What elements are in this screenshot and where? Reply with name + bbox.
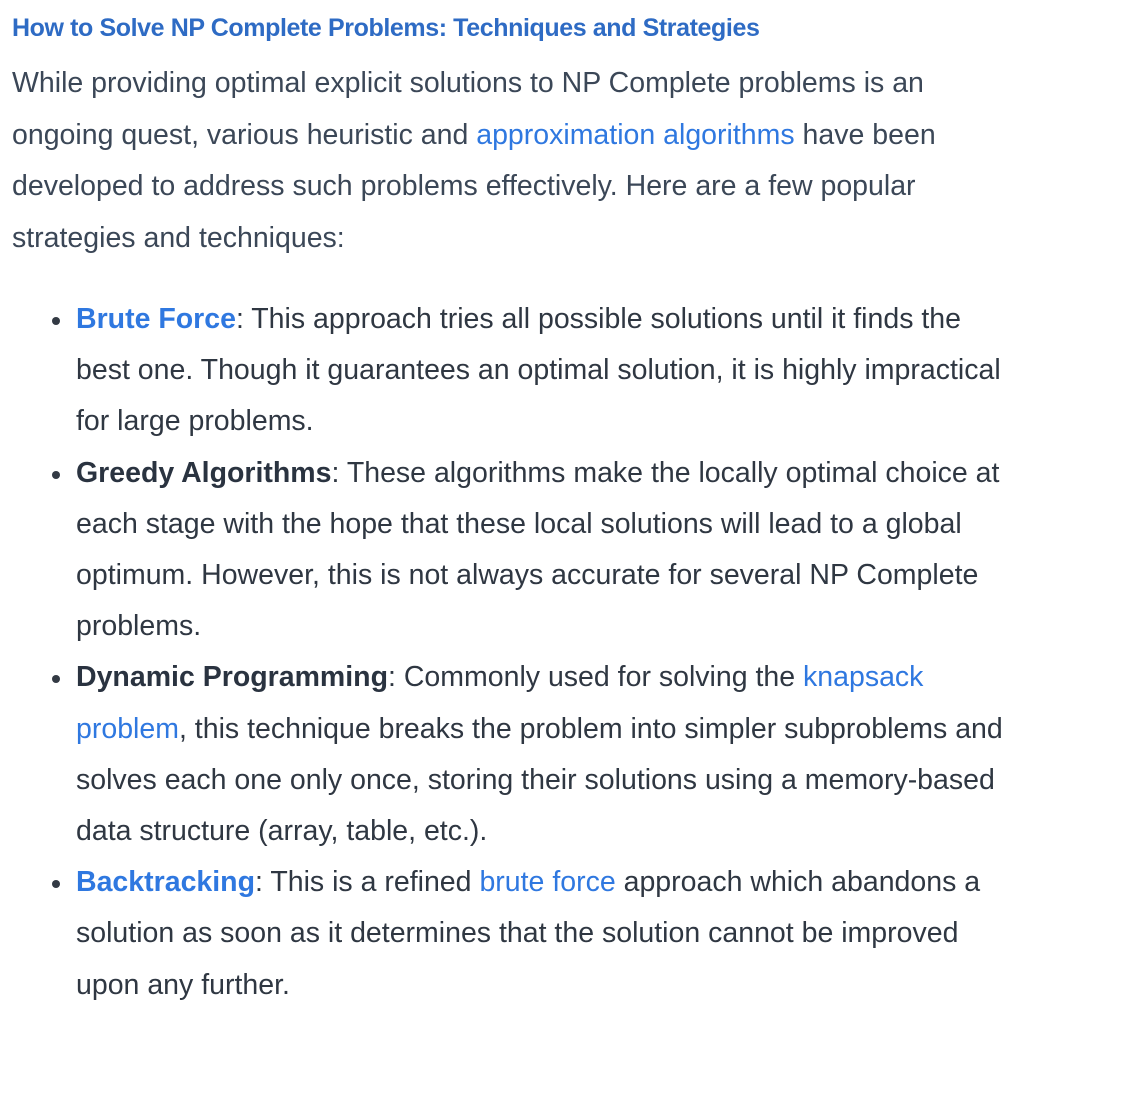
approximation-algorithms-link[interactable]: approximation algorithms <box>476 118 795 151</box>
list-item-dynamic-programming <box>76 652 1006 857</box>
backtracking-link[interactable]: Backtracking <box>76 866 256 899</box>
brute-force-inline-link[interactable]: brute force <box>479 866 616 899</box>
bullet-icon <box>52 880 60 888</box>
greedy-algorithms-term: Greedy Algorithms <box>76 456 332 489</box>
bullet-icon <box>52 317 60 325</box>
bullet-icon <box>52 471 60 479</box>
section-heading: How to Solve NP Complete Problems: Techniques and Strategies <box>12 14 760 42</box>
backtracking-description-end: approach which abandons a solution as soon as it determines that the solution cannot be improved upon any further. <box>76 866 981 1001</box>
intro-text-end: have been developed to address such problems effectively. Here are a few popular strategies and techniques: <box>12 118 936 254</box>
dynamic-programming-description-start: : Commonly used for solving the <box>388 661 804 694</box>
intro-text-start: While providing optimal explicit solutions to NP Complete problems is an ongoing quest, various heuristic and <box>12 67 924 151</box>
list-item-backtracking <box>76 857 1006 1011</box>
dynamic-programming-description-end: , this technique breaks the problem into simpler subproblems and solves each one only once, storing their solutions using a memory-based data structure (array, table, etc.). <box>76 712 1003 848</box>
greedy-algorithms-description: : These algorithms make the locally optimal choice at each stage with the hope that these local solutions will lead to a global optimum. However, this is not always accurate for several NP Complete problems. <box>76 456 1000 643</box>
intro-paragraph <box>12 58 997 264</box>
list-item-brute-force <box>76 294 1006 448</box>
list-item-greedy-algorithms <box>76 448 1006 653</box>
bullet-icon <box>52 675 60 683</box>
strategies-list <box>12 294 1006 1011</box>
dynamic-programming-term: Dynamic Programming <box>76 661 388 694</box>
brute-force-link[interactable]: Brute Force <box>76 303 236 335</box>
knapsack-problem-link[interactable]: knapsack problem <box>76 661 924 745</box>
backtracking-description-start: : This is a refined <box>255 866 480 899</box>
brute-force-description: : This approach tries all possible solutions until it finds the best one. Though it guarantees an optimal solution, it is highly impractical for large problems. <box>76 303 1001 438</box>
